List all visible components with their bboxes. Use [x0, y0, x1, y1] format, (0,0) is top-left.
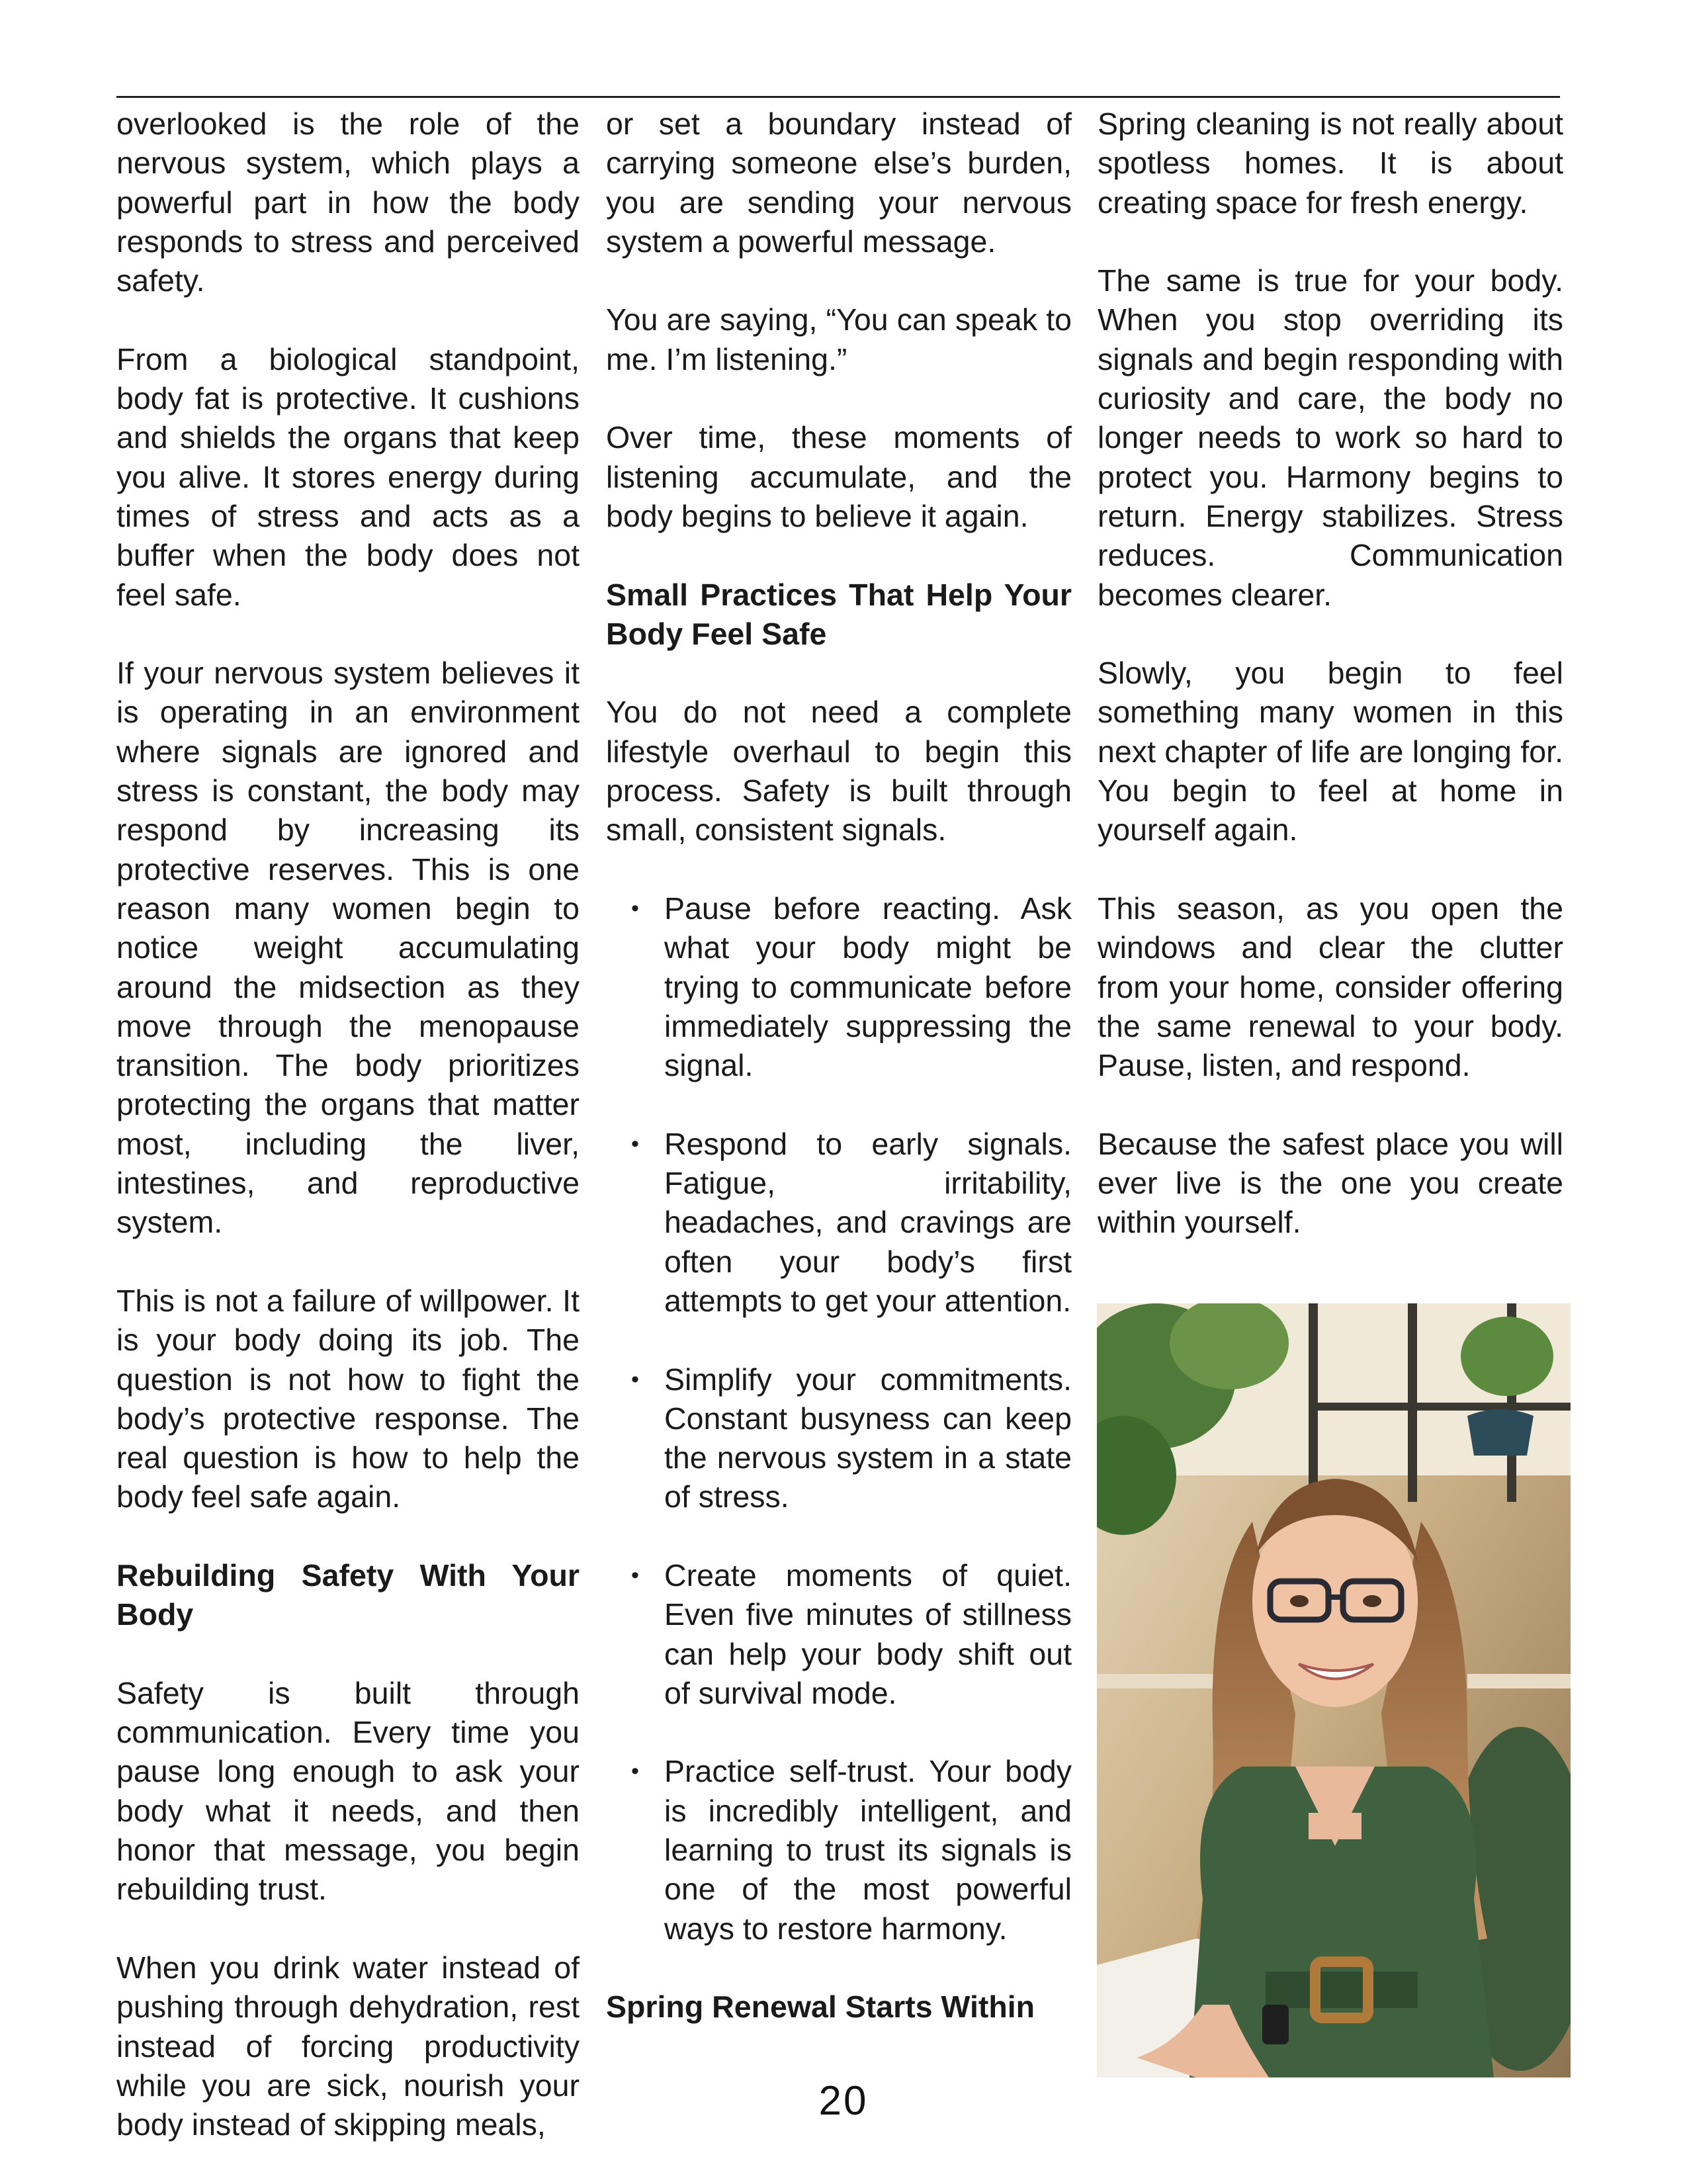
- portrait-illustration: [1097, 1303, 1571, 2077]
- page-number: 20: [818, 2078, 869, 2124]
- top-rule: [116, 96, 1560, 98]
- paragraph: overlooked is the role of the nervous system, which plays a powerful part in how the body responds to stress and perceived safety.: [116, 107, 580, 298]
- paragraph: Slowly, you begin to feel something many women in this next chapter of life are longing for. You begin to feel at home in yourself again.: [1098, 656, 1563, 848]
- paragraph: You do not need a complete lifestyle overhaul to begin this process. Safety is built through small, consistent signals.: [606, 695, 1072, 848]
- list-item: • Pause before reacting. Ask what your body might be trying to communicate before immediately suppressing the signal.: [606, 889, 1072, 1085]
- paragraph: The same is true for your body. When you stop overriding its signals and begin responding with curiosity and care, the body no longer needs to work so hard to protect you. Harmony begins to return. Energy stabilizes. Stress reduces. Communication becomes clearer.: [1098, 263, 1563, 612]
- paragraph: This is not a failure of willpower. It is your body doing its job. The question is not how to fight the body’s protective response. The real question is how to help the body feel safe again.: [116, 1283, 580, 1514]
- practices-list: [606, 889, 1072, 1948]
- paragraph: If your nervous system believes it is operating in an environment where signals are ignored and stress is constant, the body may respond by increasing its protective reserves. This is one reason many women begin to notice weight accumulating around the midsection as they move through the menopause transition. The body prioritizes protecting the organs that matter most, including the liver, intestines, and reproductive system.: [116, 656, 580, 1240]
- column-3: [1098, 105, 1563, 1282]
- list-item: • Create moments of quiet. Even five minutes of stillness can help your body shift out of survival mode.: [606, 1556, 1072, 1713]
- column-1: [116, 105, 580, 2184]
- paragraph: From a biological standpoint, body fat is protective. It cushions and shields the organs that keep you alive. It stores energy during times of stress and acts as a buffer when the body does not feel safe.: [116, 341, 580, 612]
- section-heading: Spring Renewal Starts Within: [606, 1989, 1035, 2025]
- list-item: • Simplify your commitments. Constant busyness can keep the nervous system in a state of stress.: [606, 1360, 1072, 1517]
- section-heading: Small Practices That Help Your Body Feel Safe: [606, 577, 1072, 651]
- list-item: • Practice self-trust. Your body is incredibly intelligent, and learning to trust its signals is one of the most powerful ways to restore harmony.: [606, 1752, 1072, 1948]
- paragraph: Over time, these moments of listening accumulate, and the body begins to believe it again.: [606, 420, 1072, 533]
- section-heading: Rebuilding Safety With Your Body: [116, 1557, 580, 1632]
- paragraph: Because the safest place you will ever live is the one you create within yourself.: [1098, 1126, 1563, 1240]
- paragraph: Spring cleaning is not really about spotless homes. It is about creating space for fresh energy.: [1098, 107, 1563, 220]
- list-item: • Respond to early signals. Fatigue, irritability, headaches, and cravings are often your body’s first attempts to get your attention.: [606, 1125, 1072, 1321]
- paragraph: or set a boundary instead of carrying someone else’s burden, you are sending your nervous system a powerful message.: [606, 107, 1072, 259]
- paragraph: You are saying, “You can speak to me. I’m listening.”: [606, 302, 1072, 376]
- author-photo: [1097, 1303, 1571, 2077]
- paragraph: Safety is built through communication. Every time you pause long enough to ask your body what it needs, and then honor that message, you begin rebuilding trust.: [116, 1675, 580, 1907]
- column-2: [606, 105, 1072, 2066]
- paragraph: This season, as you open the windows and clear the clutter from your home, consider offering the same renewal to your body. Pause, listen, and respond.: [1098, 891, 1563, 1083]
- paragraph: When you drink water instead of pushing through dehydration, rest instead of forcing productivity while you are sick, nourish your body instead of skipping meals,: [116, 1950, 580, 2142]
